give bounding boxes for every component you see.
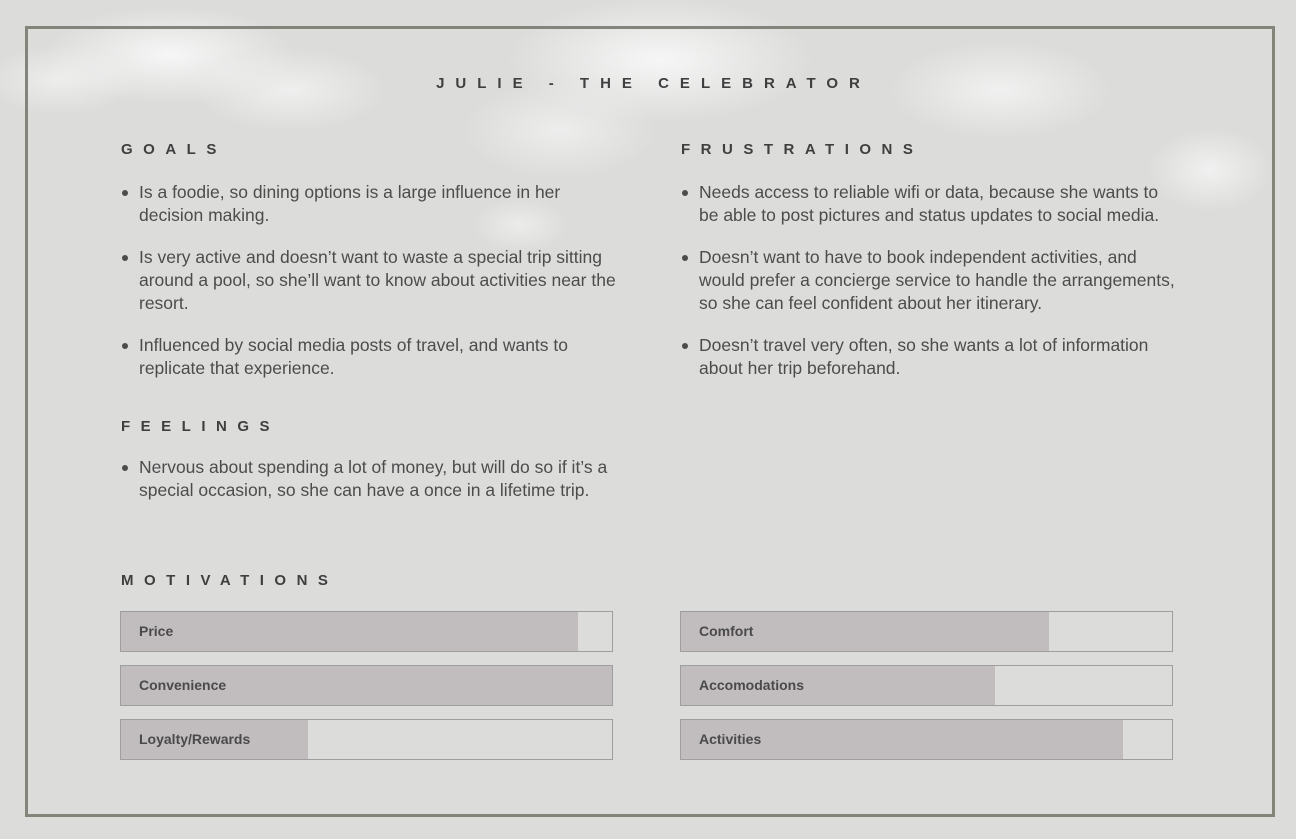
frustrations-list: [681, 181, 1176, 399]
feelings-item: Nervous about spending a lot of money, but will do so if it’s a special occasion, so she can have a once in a lifetime trip.: [121, 456, 611, 502]
motivation-bar-loyalty-rewards: [120, 719, 613, 760]
motivation-bar-label: Price: [139, 623, 174, 639]
feelings-list: [121, 456, 611, 521]
goals-item: Is very active and doesn’t want to waste a special trip sitting around a pool, so she’ll want to know about activities near the resort.: [121, 246, 621, 315]
persona-title: JULIE - THE CELEBRATOR: [436, 75, 871, 92]
motivations-heading: MOTIVATIONS: [121, 572, 339, 589]
motivation-bar-convenience: [120, 665, 613, 706]
motivation-bar-label: Accomodations: [699, 677, 805, 693]
feelings-heading: FEELINGS: [121, 418, 281, 435]
frustrations-item: Doesn’t travel very often, so she wants a lot of information about her trip beforehand.: [681, 334, 1176, 380]
motivation-bar-label: Comfort: [699, 623, 754, 639]
motivation-bar-accomodations: [680, 665, 1173, 706]
motivation-bar-label: Convenience: [139, 677, 227, 693]
motivation-bar-label: Loyalty/Rewards: [139, 731, 251, 747]
frustrations-item: Needs access to reliable wifi or data, because she wants to be able to post pictures and status updates to social media.: [681, 181, 1176, 227]
frustrations-heading: FRUSTRATIONS: [681, 141, 924, 158]
motivation-bar-activities: [680, 719, 1173, 760]
goals-heading: GOALS: [121, 141, 227, 158]
motivation-bar-price: [120, 611, 613, 652]
goals-item: Influenced by social media posts of travel, and wants to replicate that experience.: [121, 334, 621, 380]
motivation-bar-fill: [121, 612, 578, 651]
goals-item: Is a foodie, so dining options is a large influence in her decision making.: [121, 181, 621, 227]
frustrations-item: Doesn’t want to have to book independent activities, and would prefer a concierge service to handle the arrangements, so she can feel confident about her itinerary.: [681, 246, 1176, 315]
goals-list: [121, 181, 621, 399]
motivation-bar-comfort: [680, 611, 1173, 652]
motivation-bar-label: Activities: [699, 731, 762, 747]
